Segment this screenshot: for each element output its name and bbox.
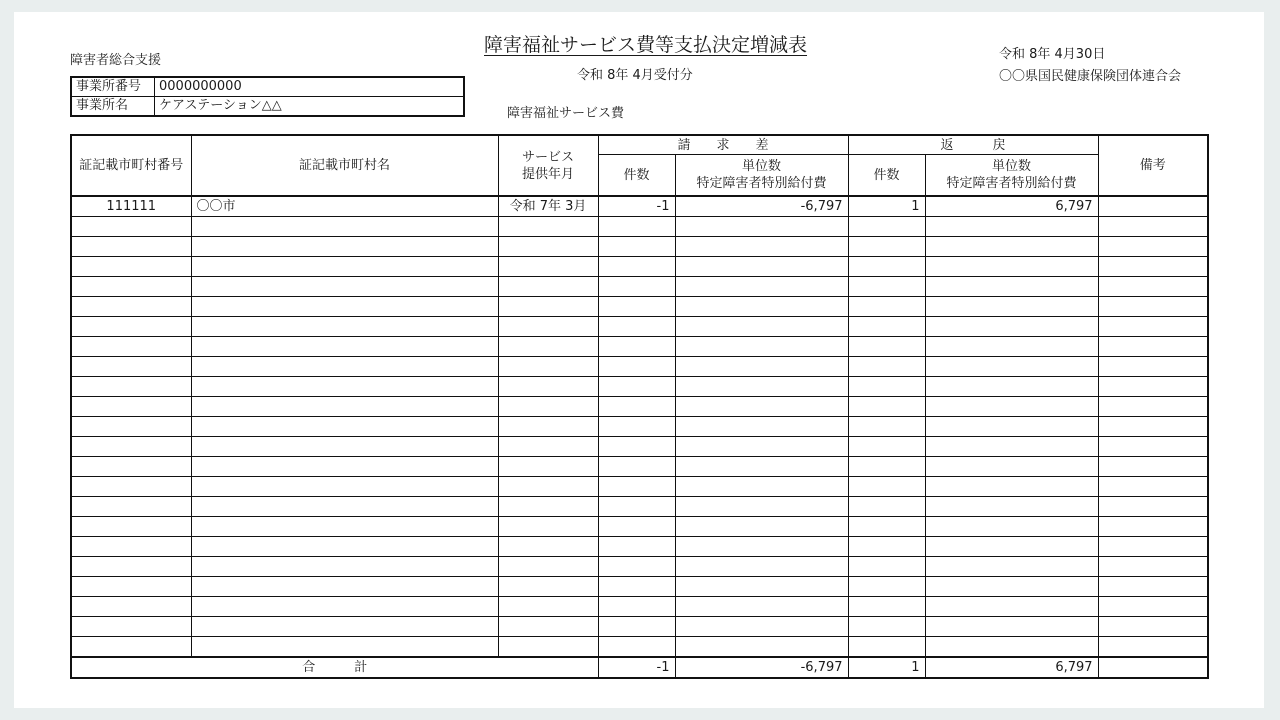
cell-refund-count	[848, 297, 925, 317]
cell-municipality-name	[191, 237, 498, 257]
table-row-empty	[71, 337, 1208, 357]
cell-refund-count	[848, 497, 925, 517]
cell-refund-count: 1	[848, 196, 925, 217]
cell-claim-units	[675, 237, 848, 257]
cell-refund-count	[848, 517, 925, 537]
cell-refund-count	[848, 237, 925, 257]
header-municipality-name: 証記載市町村名	[191, 135, 498, 196]
cell-municipality-name	[191, 477, 498, 497]
cell-remarks	[1098, 557, 1208, 577]
program-label: 障害者総合支援	[70, 53, 162, 68]
cell-remarks	[1098, 617, 1208, 637]
cell-remarks	[1098, 217, 1208, 237]
cell-refund-count	[848, 417, 925, 437]
cell-municipality-name	[191, 577, 498, 597]
cell-claim-units	[675, 397, 848, 417]
header-group-refund: 返 戻	[848, 135, 1098, 155]
cell-service-month: 令和 7年 3月	[498, 196, 598, 217]
office-name-value: ケアステーション△△	[155, 97, 465, 117]
cell-municipality-number	[71, 477, 191, 497]
office-number-label: 事業所番号	[71, 77, 155, 97]
cell-refund-count	[848, 317, 925, 337]
cell-municipality-number	[71, 297, 191, 317]
cell-municipality-name	[191, 277, 498, 297]
issue-date: 令和 8年 4月30日	[999, 47, 1106, 62]
table-row-empty	[71, 377, 1208, 397]
cell-claim-units	[675, 357, 848, 377]
cell-municipality-name	[191, 557, 498, 577]
cell-remarks	[1098, 317, 1208, 337]
cell-claim-units	[675, 417, 848, 437]
header-service-month-line1: サービス	[521, 149, 574, 165]
cell-refund-units	[925, 217, 1098, 237]
cell-claim-count	[598, 537, 675, 557]
cell-refund-count	[848, 277, 925, 297]
cell-refund-count	[848, 457, 925, 477]
cell-claim-units	[675, 437, 848, 457]
cell-claim-units	[675, 317, 848, 337]
cell-claim-units	[675, 457, 848, 477]
table-row-empty	[71, 637, 1208, 658]
cell-claim-count	[598, 237, 675, 257]
cell-municipality-number	[71, 217, 191, 237]
cell-service-month	[498, 417, 598, 437]
header-claim-units	[675, 155, 848, 197]
cell-refund-count	[848, 357, 925, 377]
cell-service-month	[498, 257, 598, 277]
cell-claim-units	[675, 617, 848, 637]
header-refund-units-line2: 特定障害者特別給付費	[946, 176, 1077, 191]
cell-refund-count	[848, 597, 925, 617]
cell-service-month	[498, 237, 598, 257]
cell-remarks	[1098, 337, 1208, 357]
header-claim-units-line2: 特定障害者特別給付費	[696, 176, 827, 191]
cell-claim-units	[675, 497, 848, 517]
total-claim-count: -1	[598, 657, 675, 678]
cell-refund-units	[925, 257, 1098, 277]
cell-refund-count	[848, 397, 925, 417]
table-row-empty	[71, 217, 1208, 237]
cell-municipality-number	[71, 397, 191, 417]
cell-municipality-number: 111111	[71, 196, 191, 217]
cell-claim-units	[675, 597, 848, 617]
cell-municipality-number	[71, 377, 191, 397]
cell-service-month	[498, 297, 598, 317]
cell-claim-count	[598, 597, 675, 617]
cell-municipality-number	[71, 457, 191, 477]
cell-service-month	[498, 217, 598, 237]
total-remarks	[1098, 657, 1208, 678]
cell-municipality-number	[71, 597, 191, 617]
cell-service-month	[498, 337, 598, 357]
total-refund-count: 1	[848, 657, 925, 678]
cell-refund-units	[925, 497, 1098, 517]
cell-claim-count	[598, 477, 675, 497]
cell-refund-count	[848, 537, 925, 557]
cell-remarks	[1098, 277, 1208, 297]
cell-remarks	[1098, 597, 1208, 617]
table-row-empty	[71, 477, 1208, 497]
cell-refund-units: 6,797	[925, 196, 1098, 217]
cell-claim-units	[675, 257, 848, 277]
cell-refund-units	[925, 597, 1098, 617]
cell-remarks	[1098, 397, 1208, 417]
cell-refund-units	[925, 417, 1098, 437]
cell-refund-count	[848, 577, 925, 597]
cell-remarks	[1098, 297, 1208, 317]
cell-municipality-name	[191, 257, 498, 277]
cell-remarks	[1098, 237, 1208, 257]
cell-claim-count	[598, 357, 675, 377]
cell-claim-count	[598, 217, 675, 237]
cell-service-month	[498, 597, 598, 617]
cell-refund-count	[848, 637, 925, 658]
cell-municipality-number	[71, 257, 191, 277]
total-claim-units: -6,797	[675, 657, 848, 678]
cell-refund-count	[848, 257, 925, 277]
header-service-month	[498, 135, 598, 196]
cell-refund-units	[925, 337, 1098, 357]
cell-claim-units	[675, 637, 848, 658]
cell-claim-count	[598, 377, 675, 397]
cell-claim-units	[675, 337, 848, 357]
cell-claim-units: -6,797	[675, 196, 848, 217]
cell-refund-units	[925, 537, 1098, 557]
cell-remarks	[1098, 577, 1208, 597]
cell-claim-count	[598, 617, 675, 637]
cell-claim-count	[598, 457, 675, 477]
cell-claim-units	[675, 557, 848, 577]
cell-refund-units	[925, 277, 1098, 297]
cell-municipality-name	[191, 217, 498, 237]
cell-municipality-number	[71, 617, 191, 637]
cell-service-month	[498, 557, 598, 577]
office-name-label: 事業所名	[71, 97, 155, 117]
cell-municipality-name	[191, 377, 498, 397]
cell-municipality-name	[191, 417, 498, 437]
cell-remarks	[1098, 497, 1208, 517]
cell-remarks	[1098, 357, 1208, 377]
cell-municipality-name	[191, 397, 498, 417]
total-row	[71, 657, 1208, 678]
cell-service-month	[498, 577, 598, 597]
cell-claim-count	[598, 557, 675, 577]
cell-refund-units	[925, 477, 1098, 497]
cell-municipality-name	[191, 457, 498, 477]
cell-refund-count	[848, 557, 925, 577]
cell-claim-count	[598, 317, 675, 337]
cell-municipality-number	[71, 417, 191, 437]
cell-service-month	[498, 277, 598, 297]
cell-municipality-name	[191, 337, 498, 357]
cell-municipality-number	[71, 237, 191, 257]
table-body	[71, 196, 1208, 678]
cell-refund-units	[925, 457, 1098, 477]
cell-refund-units	[925, 397, 1098, 417]
cell-municipality-number	[71, 537, 191, 557]
cell-remarks	[1098, 517, 1208, 537]
service-category: 障害福祉サービス費	[507, 106, 625, 121]
cell-claim-count	[598, 517, 675, 537]
cell-municipality-number	[71, 277, 191, 297]
header-remarks: 備考	[1098, 135, 1208, 196]
cell-service-month	[498, 357, 598, 377]
cell-claim-count	[598, 637, 675, 658]
cell-claim-units	[675, 577, 848, 597]
document-title: 障害福祉サービス費等支払決定増減表	[484, 34, 808, 56]
header-service-month-line2: 提供年月	[521, 166, 574, 182]
cell-remarks	[1098, 437, 1208, 457]
cell-refund-count	[848, 617, 925, 637]
total-label: 合 計	[71, 657, 598, 678]
cell-municipality-name	[191, 617, 498, 637]
office-number-value: 0000000000	[155, 77, 465, 97]
header-municipality-number: 証記載市町村番号	[71, 135, 191, 196]
cell-service-month	[498, 477, 598, 497]
cell-claim-units	[675, 537, 848, 557]
cell-municipality-name	[191, 537, 498, 557]
payment-change-table	[70, 134, 1209, 679]
cell-refund-count	[848, 217, 925, 237]
cell-claim-count	[598, 417, 675, 437]
cell-municipality-name	[191, 497, 498, 517]
table-row-empty	[71, 357, 1208, 377]
cell-municipality-name	[191, 317, 498, 337]
cell-service-month	[498, 617, 598, 637]
header-claim-units-line1: 単位数	[742, 159, 782, 174]
table-row-empty	[71, 297, 1208, 317]
cell-service-month	[498, 457, 598, 477]
cell-municipality-number	[71, 437, 191, 457]
table-row-empty	[71, 317, 1208, 337]
header-refund-units-line1: 単位数	[992, 159, 1032, 174]
cell-claim-units	[675, 297, 848, 317]
cell-municipality-number	[71, 637, 191, 658]
cell-claim-count	[598, 257, 675, 277]
cell-municipality-number	[71, 577, 191, 597]
header-group-claim-diff: 請 求 差	[598, 135, 848, 155]
cell-claim-count	[598, 497, 675, 517]
table-row-empty	[71, 497, 1208, 517]
cell-municipality-number	[71, 557, 191, 577]
cell-municipality-name	[191, 517, 498, 537]
cell-municipality-name	[191, 597, 498, 617]
cell-refund-units	[925, 617, 1098, 637]
cell-service-month	[498, 437, 598, 457]
cell-claim-count: -1	[598, 196, 675, 217]
cell-municipality-number	[71, 337, 191, 357]
table-row-empty	[71, 517, 1208, 537]
issuing-organization: 〇〇県国民健康保険団体連合会	[999, 69, 1182, 84]
cell-municipality-number	[71, 497, 191, 517]
cell-claim-units	[675, 477, 848, 497]
table-row	[71, 196, 1208, 217]
cell-refund-units	[925, 377, 1098, 397]
cell-refund-count	[848, 377, 925, 397]
cell-claim-count	[598, 337, 675, 357]
cell-municipality-name	[191, 437, 498, 457]
cell-municipality-name	[191, 357, 498, 377]
header-refund-count: 件数	[848, 155, 925, 197]
table-row-empty	[71, 257, 1208, 277]
cell-claim-count	[598, 297, 675, 317]
cell-service-month	[498, 537, 598, 557]
cell-remarks	[1098, 477, 1208, 497]
table-row-empty	[71, 437, 1208, 457]
cell-service-month	[498, 317, 598, 337]
cell-refund-units	[925, 297, 1098, 317]
cell-claim-count	[598, 577, 675, 597]
cell-claim-units	[675, 217, 848, 237]
cell-claim-units	[675, 277, 848, 297]
cell-refund-units	[925, 577, 1098, 597]
cell-service-month	[498, 637, 598, 658]
cell-municipality-number	[71, 317, 191, 337]
office-info-table	[70, 76, 465, 117]
cell-municipality-number	[71, 357, 191, 377]
cell-municipality-name: 〇〇市	[191, 196, 498, 217]
cell-refund-units	[925, 237, 1098, 257]
header-claim-count: 件数	[598, 155, 675, 197]
cell-municipality-name	[191, 297, 498, 317]
cell-refund-count	[848, 477, 925, 497]
cell-remarks	[1098, 377, 1208, 397]
cell-claim-count	[598, 437, 675, 457]
cell-service-month	[498, 517, 598, 537]
cell-remarks	[1098, 196, 1208, 217]
table-row-empty	[71, 577, 1208, 597]
cell-claim-count	[598, 397, 675, 417]
cell-refund-units	[925, 317, 1098, 337]
header-refund-units	[925, 155, 1098, 197]
cell-service-month	[498, 397, 598, 417]
table-row-empty	[71, 557, 1208, 577]
cell-remarks	[1098, 637, 1208, 658]
table-row-empty	[71, 277, 1208, 297]
cell-claim-count	[598, 277, 675, 297]
table-row-empty	[71, 397, 1208, 417]
cell-service-month	[498, 377, 598, 397]
cell-remarks	[1098, 457, 1208, 477]
reception-period: 令和 8年 4月受付分	[577, 68, 693, 83]
cell-refund-count	[848, 437, 925, 457]
cell-refund-units	[925, 357, 1098, 377]
total-refund-units: 6,797	[925, 657, 1098, 678]
cell-remarks	[1098, 537, 1208, 557]
cell-refund-units	[925, 557, 1098, 577]
table-row-empty	[71, 537, 1208, 557]
cell-claim-units	[675, 377, 848, 397]
cell-municipality-name	[191, 637, 498, 658]
table-row-empty	[71, 417, 1208, 437]
table-row-empty	[71, 597, 1208, 617]
cell-remarks	[1098, 257, 1208, 277]
table-row-empty	[71, 237, 1208, 257]
cell-service-month	[498, 497, 598, 517]
table-row-empty	[71, 457, 1208, 477]
document-sheet	[14, 12, 1264, 708]
cell-refund-units	[925, 437, 1098, 457]
cell-claim-units	[675, 517, 848, 537]
cell-refund-units	[925, 517, 1098, 537]
table-row-empty	[71, 617, 1208, 637]
cell-municipality-number	[71, 517, 191, 537]
cell-refund-units	[925, 637, 1098, 658]
cell-refund-count	[848, 337, 925, 357]
cell-remarks	[1098, 417, 1208, 437]
